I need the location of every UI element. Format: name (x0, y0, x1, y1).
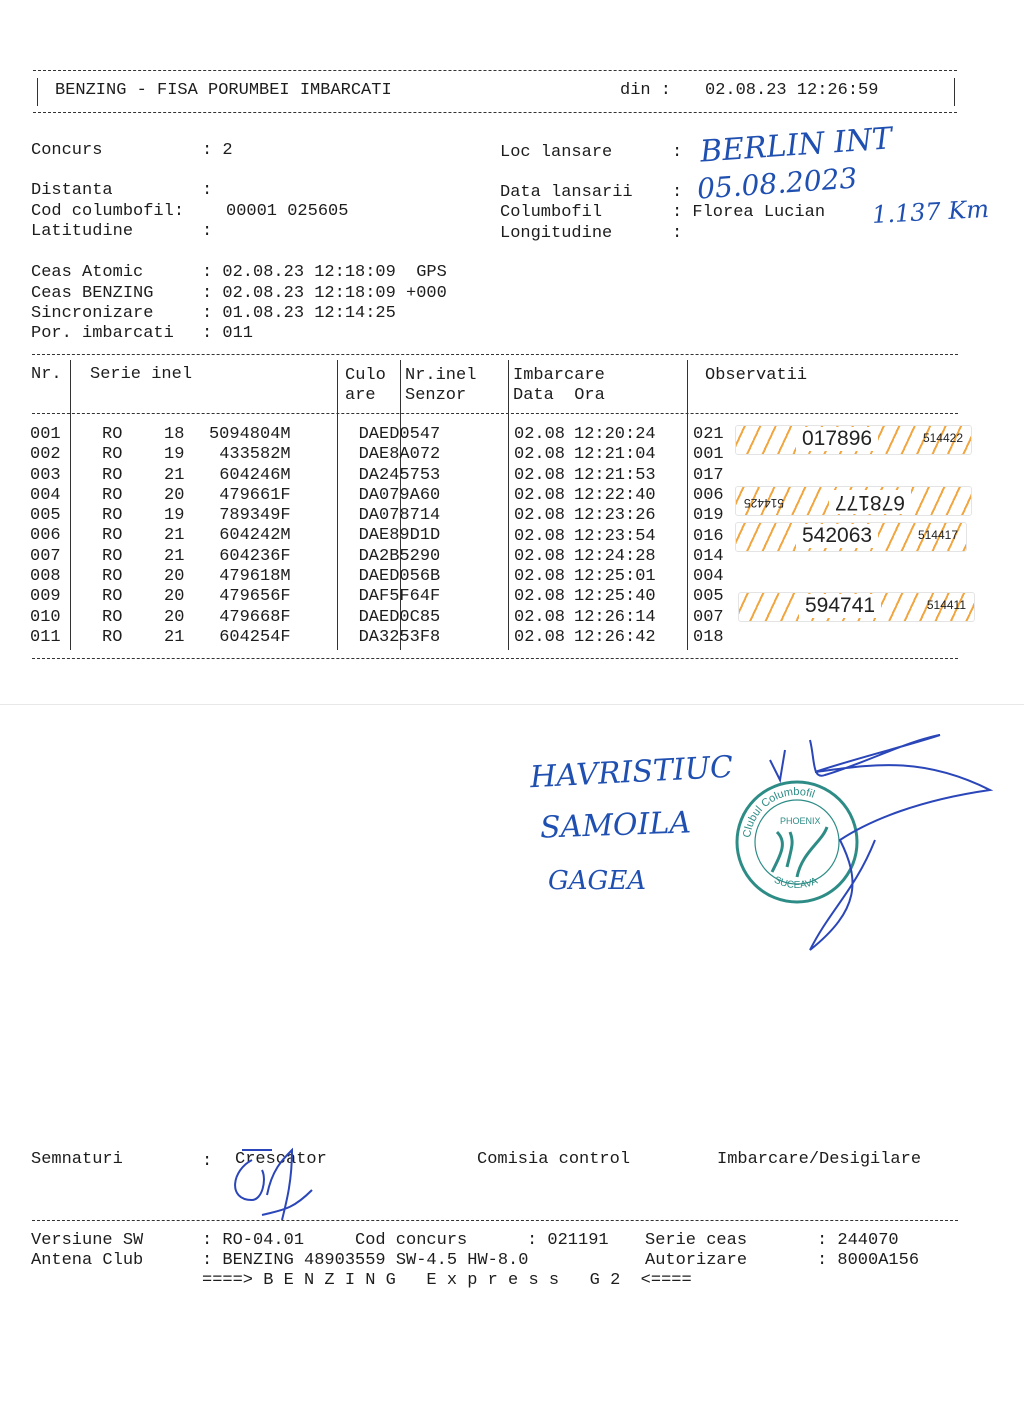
row-observatii: 021 (693, 425, 724, 444)
signature (740, 720, 1010, 960)
benzing-banner: ====> B E N Z I N G E x p r e s s G 2 <==== (202, 1271, 692, 1290)
row-data: 02.08 (514, 465, 566, 485)
row-nr: 007 (30, 546, 61, 566)
header-observatii: Observatii (705, 366, 808, 385)
ring-tag-code: 514417 (917, 528, 958, 542)
row-data: 02.08 (514, 587, 566, 607)
row-tara: RO (102, 485, 123, 505)
row-nr: 002 (30, 445, 61, 465)
header-nr: Nr. (31, 365, 62, 384)
row-serie: 604242 (219, 526, 281, 546)
handwritten-data: 05.08.2023 (696, 161, 859, 206)
row-an: 20 (164, 567, 185, 587)
row-senzor: DAE8A072 (358, 445, 441, 465)
row-serie: 433582 (219, 445, 281, 465)
row-tara: RO (102, 425, 123, 444)
row-nr: 009 (30, 587, 61, 607)
cod-concurs-value: : 021191 (527, 1231, 609, 1250)
row-nr: 004 (30, 485, 61, 505)
ring-tag-number: 017896 (796, 427, 878, 451)
footer-separator (32, 1220, 958, 1221)
sincronizare-label: Sincronizare (31, 304, 154, 323)
ceas-atomic-value: : 02.08.23 12:18:09 GPS (202, 263, 447, 282)
row-ora: 12:26:42 (574, 628, 656, 647)
row-sex: F (280, 546, 291, 566)
row-data: 02.08 (514, 628, 566, 647)
row-senzor: DA078714 (358, 506, 441, 526)
ring-tag-code: 514425 (744, 496, 785, 510)
ceas-benzing-value: : 02.08.23 12:18:09 +000 (202, 284, 447, 303)
autorizare-value: : 8000A156 (817, 1251, 920, 1270)
row-ora: 12:22:40 (574, 485, 656, 505)
din-label: din : (620, 81, 672, 100)
row-an: 21 (164, 627, 185, 647)
row-observatii: 019 (693, 506, 724, 526)
row-observatii: 014 (693, 546, 724, 566)
row-tara: RO (102, 587, 123, 607)
row-an: 19 (164, 506, 185, 526)
cod-columbofil-label: Cod columbofil: (31, 202, 185, 221)
row-an: 21 (164, 546, 185, 566)
row-ora: 12:21:04 (574, 445, 656, 465)
din-value: 02.08.23 12:26:59 (705, 81, 879, 100)
row-tara: RO (102, 506, 123, 526)
columbofil-label: Columbofil (500, 203, 603, 222)
row-nr: 008 (30, 567, 61, 587)
loc-lansare-label: Loc lansare (500, 143, 613, 162)
row-tara: RO (102, 526, 123, 546)
row-ora: 12:26:14 (574, 607, 656, 627)
row-observatii: 016 (693, 526, 724, 546)
row-serie: 604236 (219, 546, 281, 566)
handwritten-name: HAVRISTIUC (529, 749, 734, 796)
row-data: 02.08 (514, 485, 566, 505)
row-ora: 12:25:40 (574, 587, 656, 607)
row-ora: 12:24:28 (574, 546, 656, 566)
row-nr: 001 (30, 425, 61, 444)
row-tara: RO (102, 627, 123, 647)
ring-tag (735, 522, 967, 552)
row-sex: F (280, 485, 291, 505)
ceas-atomic-label: Ceas Atomic (31, 263, 144, 282)
row-observatii: 017 (693, 465, 724, 485)
crescator-label: Crescator (235, 1150, 327, 1169)
cod-columbofil-value: 00001 025605 (226, 202, 349, 221)
latitudine-value: : (202, 222, 213, 241)
row-nr: 003 (30, 465, 61, 485)
row-observatii: 001 (693, 445, 724, 465)
row-tara: RO (102, 567, 123, 587)
antena-club-value: : BENZING 48903559 SW-4.5 HW-8.0 (202, 1251, 529, 1270)
row-data: 02.08 (514, 526, 566, 546)
row-ora: 12:20:24 (574, 425, 656, 444)
row-data: 02.08 (514, 425, 566, 444)
row-ora: 12:25:01 (574, 567, 656, 587)
ceas-benzing-label: Ceas BENZING (31, 284, 154, 303)
comisia-control-label: Comisia control (477, 1150, 631, 1169)
document-title: BENZING - FISA PORUMBEI IMBARCATI (55, 81, 392, 100)
ring-tag (738, 592, 975, 622)
row-ora: 12:23:54 (574, 526, 656, 546)
concurs-value: : 2 (202, 141, 233, 160)
concurs-label: Concurs (31, 141, 103, 160)
row-sex: F (280, 587, 291, 607)
row-observatii: 005 (693, 587, 724, 607)
row-serie: 479618 (219, 567, 281, 587)
serie-ceas-label: Serie ceas (645, 1231, 748, 1250)
row-senzor: DAED056B (358, 567, 441, 587)
row-ora: 12:21:53 (574, 465, 656, 485)
ring-tag-code: 514411 (926, 598, 966, 612)
row-sex: M (280, 465, 291, 485)
header-imbarcare: Imbarcare (513, 366, 605, 385)
row-senzor: DA2B5290 (358, 546, 441, 566)
sincronizare-value: : 01.08.23 12:14:25 (202, 304, 396, 323)
header-serie-inel: Serie inel (90, 365, 193, 384)
por-imbarcati-value: : 011 (202, 324, 254, 343)
crescator-signature (222, 1140, 332, 1230)
row-tara: RO (102, 546, 123, 566)
row-senzor: DAE89D1D (358, 526, 441, 546)
longitudine-value: : (672, 224, 683, 243)
row-senzor: DAF5F64F (358, 587, 441, 607)
row-sex: F (280, 627, 291, 647)
serie-ceas-value: : 244070 (817, 1231, 899, 1250)
row-data: 02.08 (514, 567, 566, 587)
distanta-label: Distanta (31, 181, 113, 200)
row-nr: 005 (30, 506, 61, 526)
header-culoare-2: are (345, 386, 376, 405)
data-lansarii-label: Data lansarii (500, 183, 633, 202)
ring-tag-number: 678177 (829, 490, 911, 514)
stamp-bottom-text: SUCEAVA (772, 874, 820, 892)
cod-concurs-label: Cod concurs (355, 1231, 468, 1250)
row-tara: RO (102, 607, 123, 627)
header-data-ora: Data Ora (513, 386, 605, 405)
row-tara: RO (102, 465, 123, 485)
row-nr: 011 (30, 627, 61, 647)
header-nr-inel: Nr.inel (405, 366, 477, 385)
por-imbarcati-label: Por. imbarcati (31, 324, 174, 343)
row-serie: 479656 (219, 587, 281, 607)
row-serie: 479661 (219, 485, 281, 505)
header-box (33, 70, 957, 114)
row-data: 02.08 (514, 445, 566, 465)
row-sex: M (280, 526, 291, 546)
row-senzor: DAED0547 (358, 425, 441, 444)
row-serie: 5094804 (208, 425, 281, 444)
row-tara: RO (102, 445, 123, 465)
semnaturi-label: Semnaturi (31, 1150, 123, 1169)
ring-tag-number: 594741 (799, 594, 881, 618)
row-an: 18 (164, 425, 185, 444)
row-an: 21 (164, 526, 185, 546)
row-serie: 604246 (219, 465, 281, 485)
header-senzor: Senzor (405, 386, 467, 405)
row-serie: 789349 (219, 506, 281, 526)
row-observatii: 007 (693, 607, 724, 627)
handwritten-loc: BERLIN INT (699, 121, 894, 170)
row-an: 20 (164, 607, 185, 627)
row-senzor: DAED0C85 (358, 607, 441, 627)
stamp-name: PHOENIX (780, 816, 821, 826)
versiune-sw-label: Versiune SW (31, 1231, 144, 1250)
handwritten-name: SAMOILA (539, 805, 692, 846)
row-an: 20 (164, 485, 185, 505)
row-serie: 479668 (219, 607, 281, 627)
row-observatii: 018 (693, 628, 724, 647)
row-nr: 010 (30, 607, 61, 627)
ring-tag (735, 486, 972, 516)
versiune-sw-value: : RO-04.01 (202, 1231, 305, 1250)
latitudine-label: Latitudine (31, 222, 134, 241)
ring-tag-code: 514422 (922, 431, 963, 445)
imbarcare-desigilare-label: Imbarcare/Desigilare (717, 1150, 922, 1169)
row-observatii: 004 (693, 567, 724, 587)
row-ora: 12:23:26 (574, 506, 656, 526)
row-data: 02.08 (514, 607, 566, 627)
row-observatii: 006 (693, 485, 724, 505)
row-data: 02.08 (514, 546, 566, 566)
autorizare-label: Autorizare (645, 1251, 748, 1270)
longitudine-label: Longitudine (500, 224, 613, 243)
row-sex: M (280, 425, 291, 444)
row-an: 21 (164, 465, 185, 485)
ring-tag-number: 542063 (796, 524, 878, 548)
row-an: 20 (164, 587, 185, 607)
row-senzor: DA245753 (358, 465, 441, 485)
row-data: 02.08 (514, 506, 566, 526)
data-lansarii-colon: : (672, 183, 683, 202)
row-an: 19 (164, 445, 185, 465)
stamp-top-text: Clubul Columbofil (741, 785, 817, 839)
columbofil-value: : Florea Lucian (672, 203, 826, 222)
loc-lansare-colon: : (672, 143, 683, 162)
row-senzor: DA3253F8 (358, 627, 441, 647)
row-sex: M (280, 445, 291, 465)
paper-fold (0, 704, 1024, 705)
header-culoare: Culo (345, 366, 386, 385)
row-serie: 604254 (219, 627, 281, 647)
row-nr: 006 (30, 526, 61, 546)
row-sex: M (280, 567, 291, 587)
semnaturi-colon: : (202, 1152, 213, 1171)
row-sex: F (280, 506, 291, 526)
handwritten-distanta: 1.137 Km (871, 194, 990, 230)
row-sex: F (280, 607, 291, 627)
ring-tag (735, 425, 972, 455)
row-senzor: DA079A60 (358, 485, 441, 505)
handwritten-name: GAGEA (548, 866, 647, 896)
distanta-value: : (202, 181, 213, 200)
antena-club-label: Antena Club (31, 1251, 144, 1270)
